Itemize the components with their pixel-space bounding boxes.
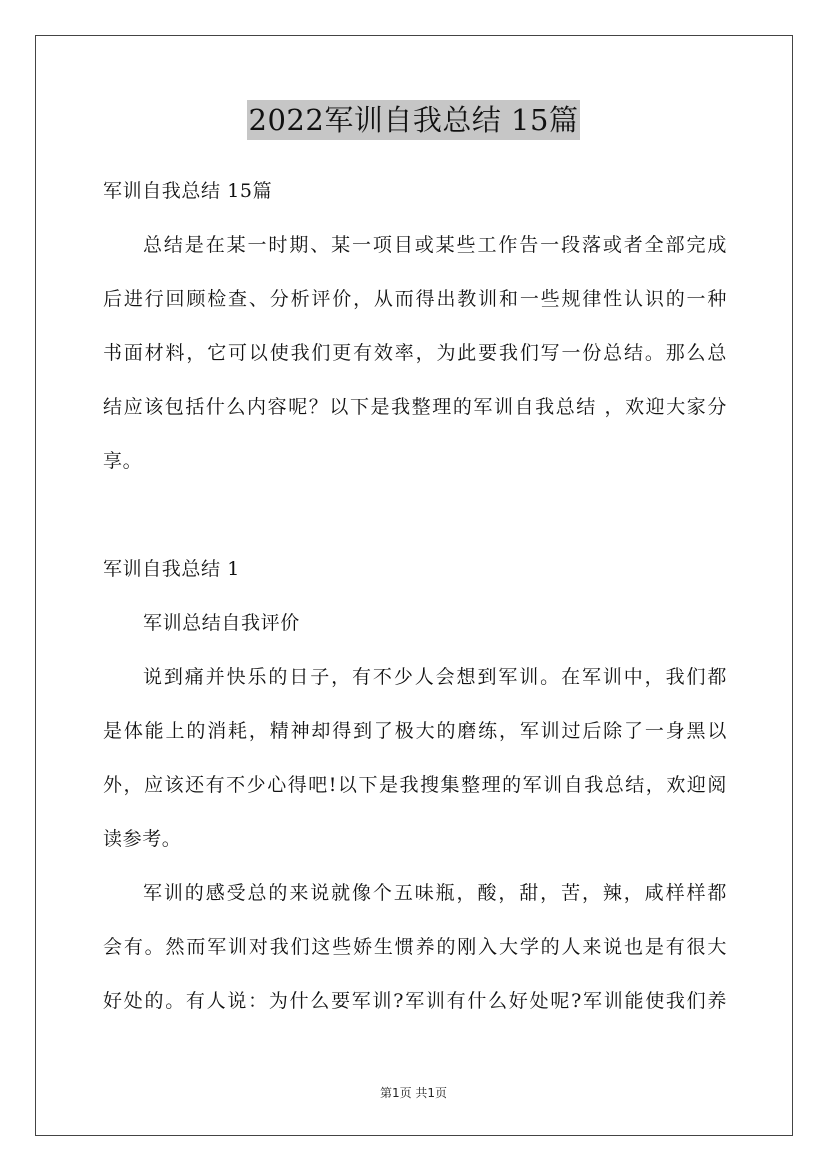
- intro-line: 享。: [103, 450, 143, 472]
- intro-line: 总结是在某一时期、某一项目或某些工作告一段落或者全部完成: [143, 234, 727, 256]
- paragraph-gap: [103, 488, 727, 542]
- paragraph-line: 说到痛并快乐的日子，有不少人会想到军训。在军训中，我们都: [143, 666, 727, 688]
- intro-line: 书面材料，它可以使我们更有效率，为此要我们写一份总结。那么总: [103, 342, 727, 364]
- document-body: [103, 164, 727, 1028]
- paragraph-line: 好处的。有人说：为什么要军训?军训有什么好处呢?军训能使我们养: [103, 990, 727, 1012]
- document-subtitle: 军训自我总结 15篇: [103, 180, 273, 202]
- paragraph-line: 军训的感受总的来说就像个五味瓶，酸，甜，苦，辣，咸样样都: [143, 882, 727, 904]
- paragraph-line: 会有。然而军训对我们这些娇生惯养的刚入大学的人来说也是有很大: [103, 936, 727, 958]
- paragraph-line: 读参考。: [103, 828, 182, 850]
- intro-line: 后进行回顾检查、分析评价，从而得出教训和一些规律性认识的一种: [103, 288, 727, 310]
- intro-line: 结应该包括什么内容呢？以下是我整理的军训自我总结 ，欢迎大家分: [103, 396, 727, 418]
- paragraph-line: 外，应该还有不少心得吧!以下是我搜集整理的军训自我总结，欢迎阅: [103, 774, 727, 796]
- section-heading: 军训自我总结 1: [103, 558, 240, 580]
- paragraph-line: 是体能上的消耗，精神却得到了极大的磨练，军训过后除了一身黑以: [103, 720, 727, 742]
- title-container: [0, 100, 827, 140]
- page-footer: 第1页 共1页: [379, 1086, 448, 1100]
- document-title: 2022军训自我总结 15篇: [247, 100, 581, 140]
- section-subtitle: 军训总结自我评价: [143, 612, 300, 634]
